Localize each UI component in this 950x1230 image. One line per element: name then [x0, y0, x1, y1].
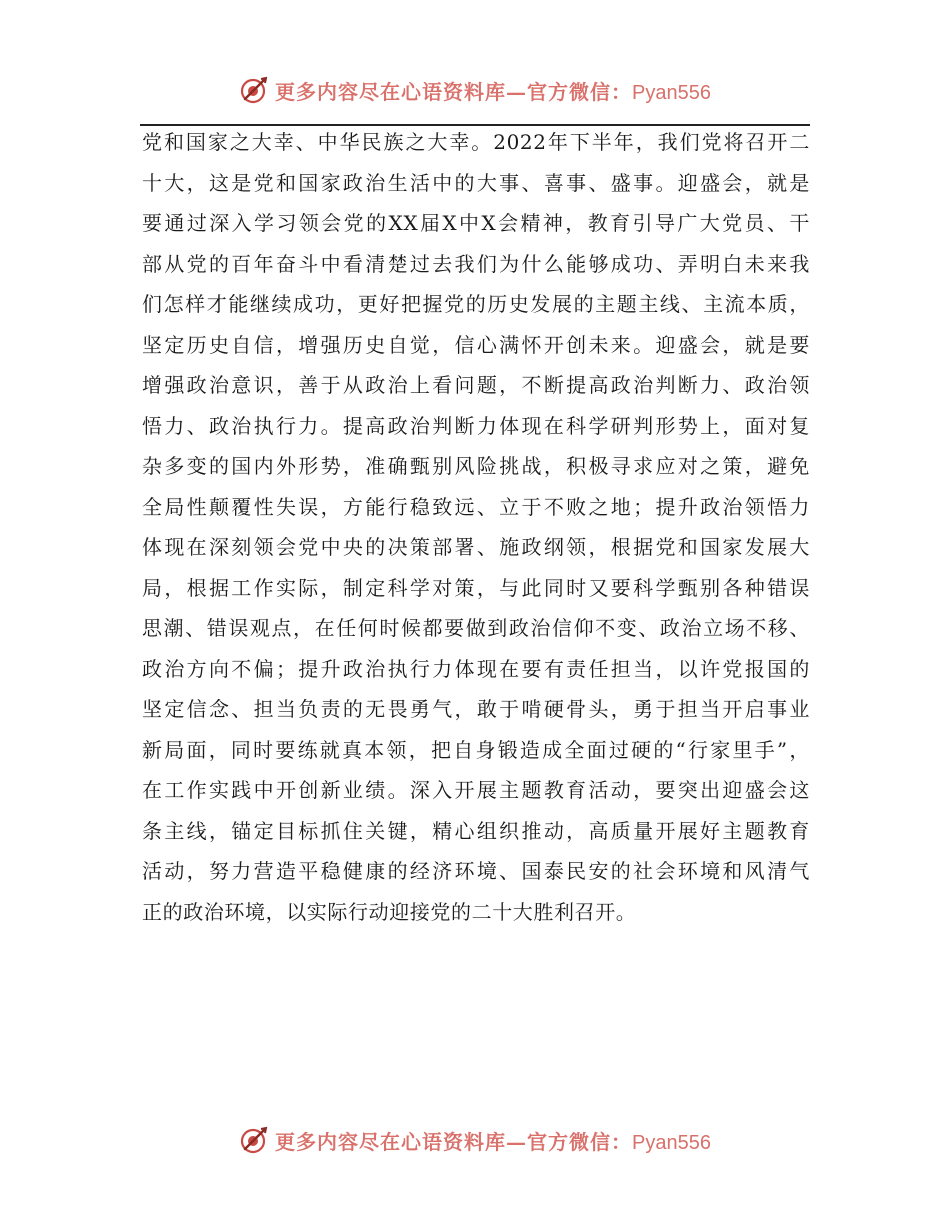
- watermark-contact-id: Pyan556: [632, 1131, 711, 1154]
- body-line: 活动，努力营造平稳健康的经济环境、国泰民安的社会环境和风清气: [142, 859, 810, 883]
- body-line: 全局性颠覆性失误，方能行稳致远、立于不败之地；提升政治领悟力: [142, 494, 810, 519]
- body-line: 正的政治环境，以实际行动迎接党的二十大胜利召开。: [142, 899, 637, 924]
- header-watermark: [0, 70, 950, 110]
- watermark-text: [275, 76, 711, 105]
- body-line: 杂多变的国内外形势，准确甄别风险挑战，积极寻求应对之策，避免: [142, 454, 810, 478]
- watermark-separator: —: [506, 79, 528, 104]
- body-line: 新局面，同时要练就真本领，把自身锻造成全面过硬的“行家里手”，: [142, 737, 810, 762]
- logo-icon: [239, 1125, 269, 1155]
- footer-watermark: [0, 1120, 950, 1160]
- watermark-separator: —: [506, 1129, 528, 1154]
- watermark-text: [275, 1126, 711, 1155]
- watermark-slogan: 更多内容尽在心语资料库: [275, 1129, 507, 1154]
- watermark-contact-label: 官方微信：: [527, 79, 633, 104]
- body-line: 部从党的百年奋斗中看清楚过去我们为什么能够成功、弄明白未来我: [142, 251, 810, 276]
- body-line: 悟力、政治执行力。提高政治判断力体现在科学研判形势上，面对复: [142, 413, 810, 438]
- body-line: 坚定信念、担当负责的无畏勇气，敢于啃硬骨头，勇于担当开启事业: [142, 697, 810, 721]
- watermark-contact-id: Pyan556: [632, 81, 711, 104]
- body-line: 党和国家之大幸、中华民族之大幸。2022年下半年，我们党将召开二: [142, 130, 810, 154]
- body-paragraph: [142, 122, 810, 932]
- watermark-contact-label: 官方微信：: [527, 1129, 633, 1154]
- body-line: 坚定历史自信，增强历史自觉，信心满怀开创未来。迎盛会，就是要: [142, 332, 810, 357]
- body-line: 思潮、错误观点，在任何时候都要做到政治信仰不变、政治立场不移、: [142, 616, 810, 640]
- body-line: 局，根据工作实际，制定科学对策，与此同时又要科学甄别各种错误: [142, 575, 810, 600]
- logo-icon: [239, 75, 269, 105]
- body-line: 增强政治意识，善于从政治上看问题，不断提高政治判断力、政治领: [142, 373, 810, 397]
- body-line: 在工作实践中开创新业绩。深入开展主题教育活动，要突出迎盛会这: [142, 778, 810, 802]
- body-line: 要通过深入学习领会党的XX届X中X会精神，教育引导广大党员、干: [142, 211, 810, 235]
- body-line: 政治方向不偏；提升政治执行力体现在要有责任担当，以许党报国的: [142, 656, 810, 681]
- body-line: 十大，这是党和国家政治生活中的大事、喜事、盛事。迎盛会，就是: [142, 170, 810, 195]
- body-line: 条主线，锚定目标抓住关键，精心组织推动，高质量开展好主题教育: [142, 818, 810, 843]
- body-line: 们怎样才能继续成功，更好把握党的历史发展的主题主线、主流本质，: [142, 292, 810, 316]
- body-line: 体现在深刻领会党中央的决策部署、施政纲领，根据党和国家发展大: [142, 535, 810, 559]
- watermark-slogan: 更多内容尽在心语资料库: [275, 79, 507, 104]
